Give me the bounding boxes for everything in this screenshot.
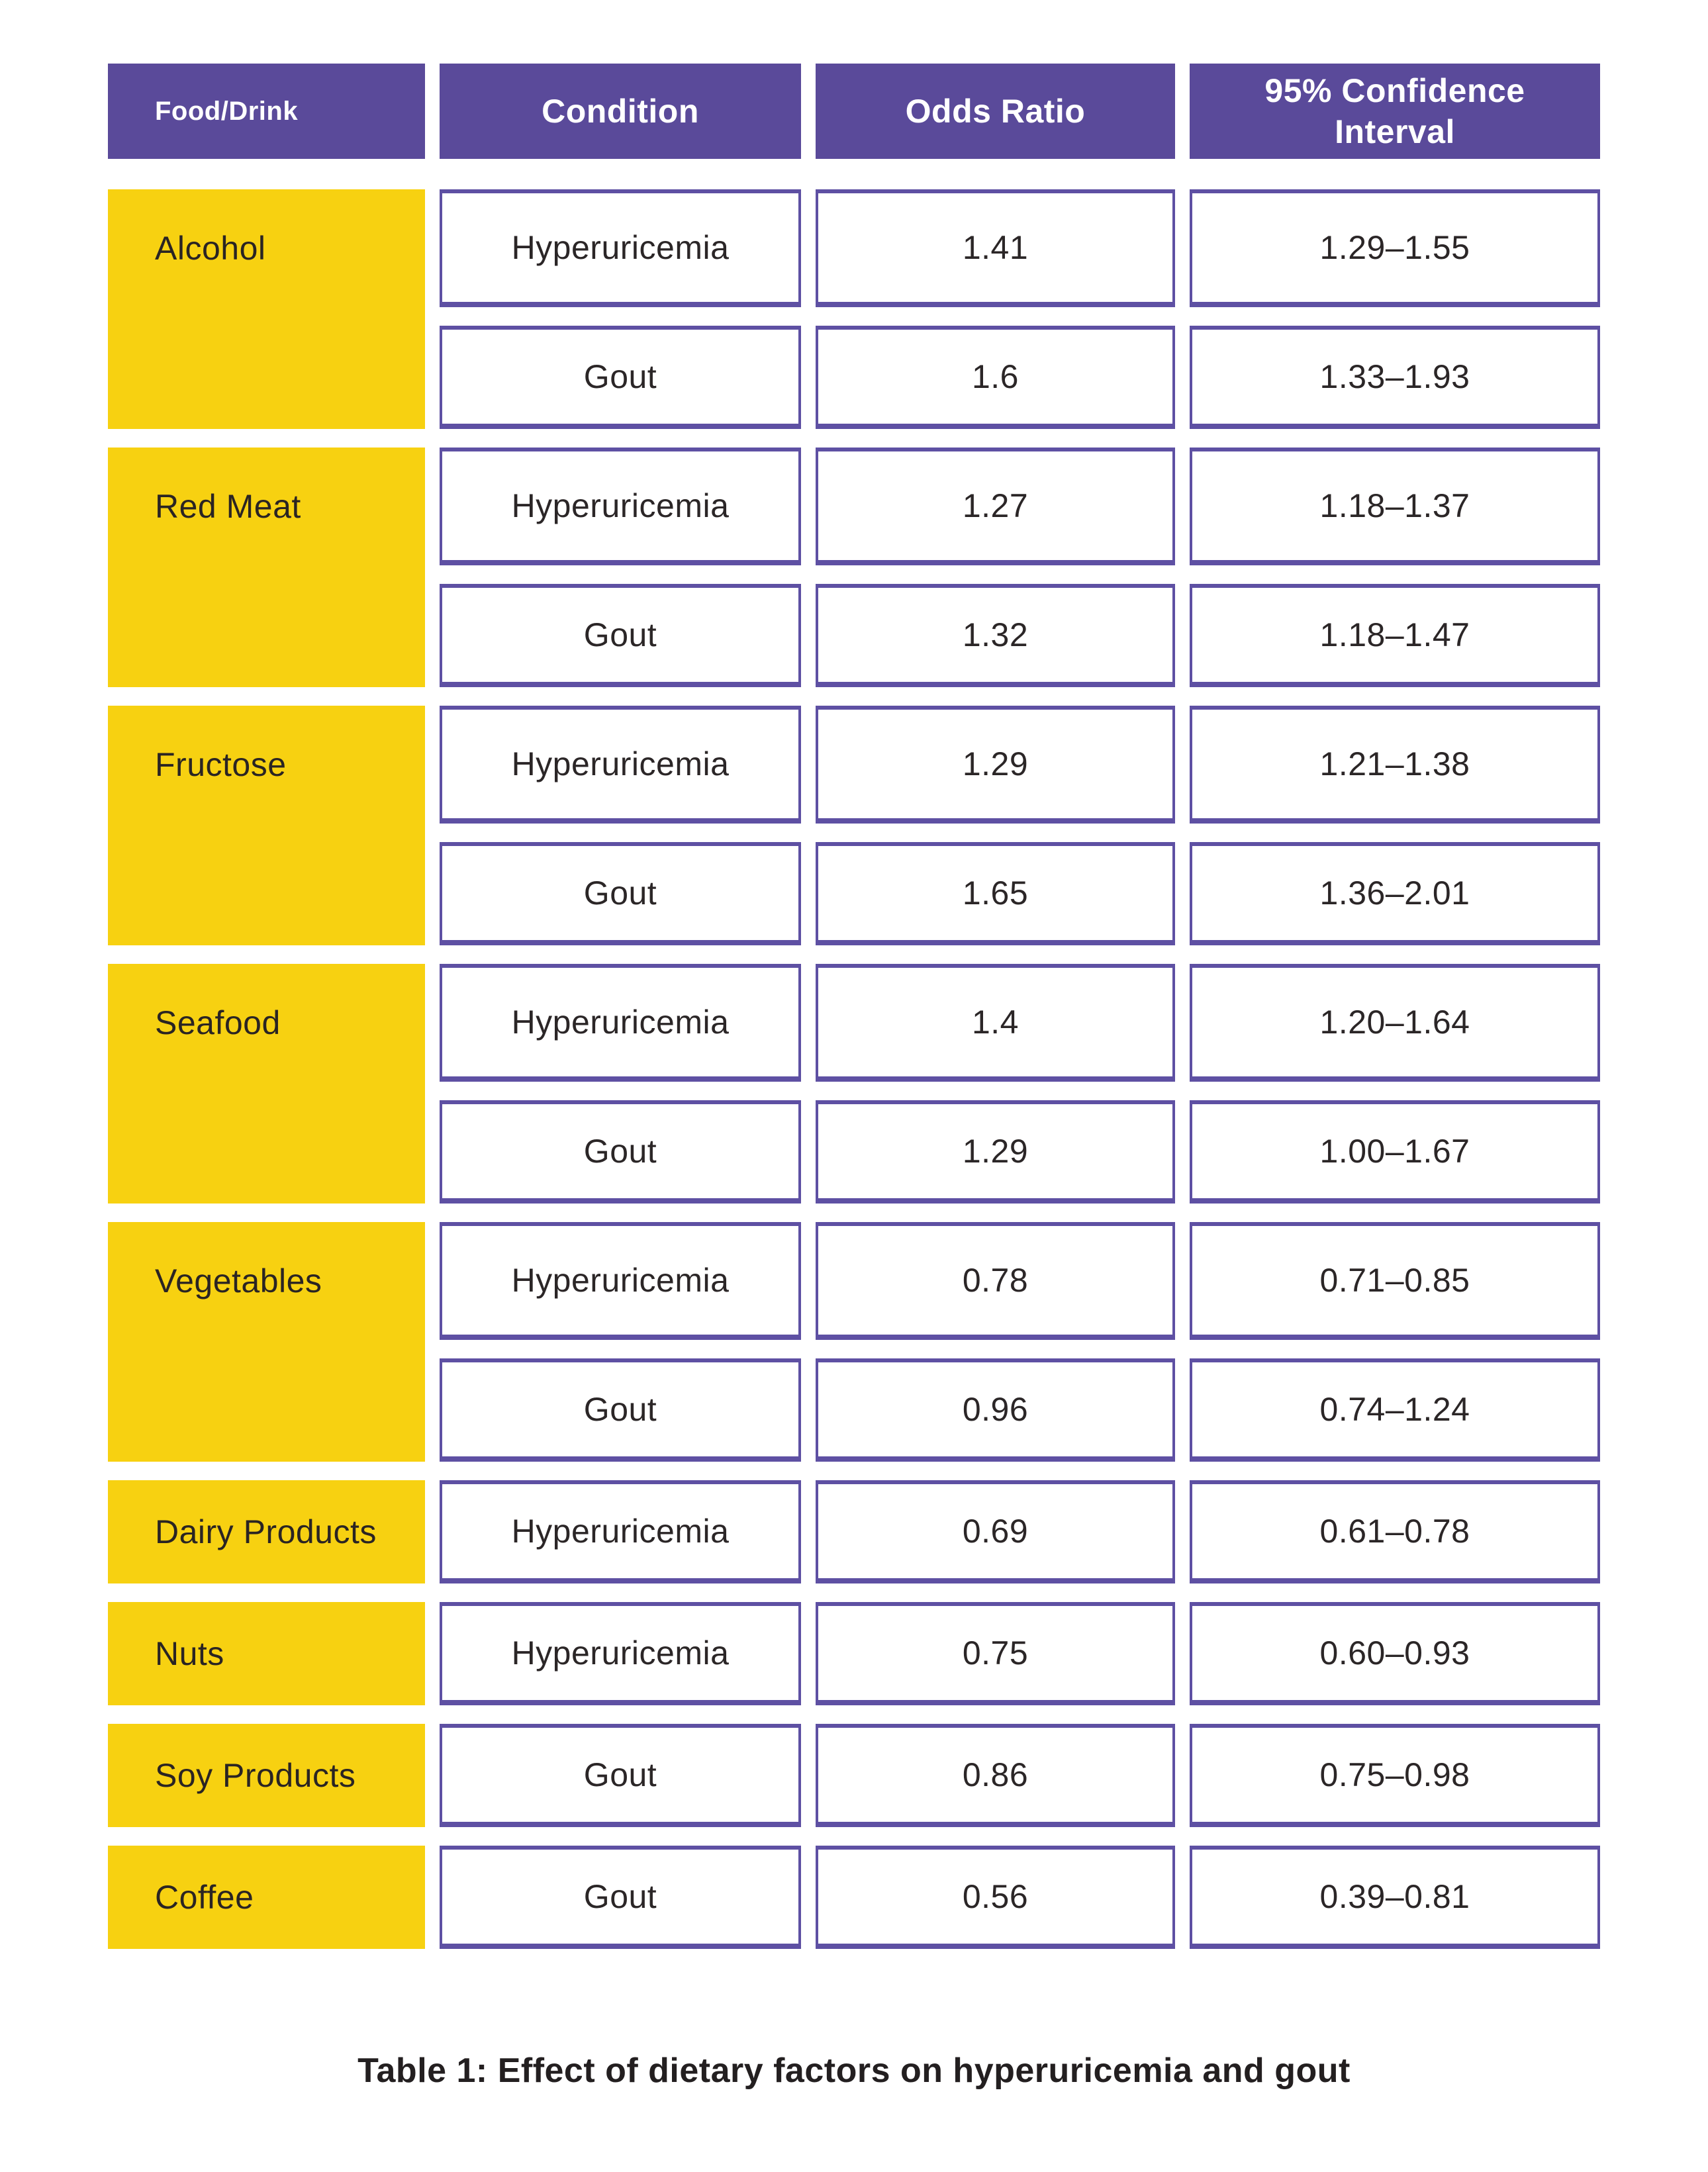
condition-cell: [440, 326, 801, 429]
ci-cell: [1190, 189, 1600, 307]
odds-ratio-cell: [816, 1724, 1175, 1827]
ci-value: 0.71–0.85: [1319, 1262, 1470, 1299]
food-cell: [108, 1602, 425, 1705]
odds-ratio-value: 1.27: [962, 487, 1029, 524]
food-label-box: [108, 1480, 425, 1583]
food-label: Vegetables: [155, 1262, 322, 1299]
condition-cell: [440, 1724, 801, 1827]
condition-cell: [440, 1480, 801, 1583]
food-label-box: [108, 1846, 425, 1949]
condition-cell: [440, 1222, 801, 1340]
odds-ratio-cell: [816, 1100, 1175, 1204]
odds-ratio-value: 1.29: [962, 1133, 1029, 1170]
ci-value: 0.39–0.81: [1319, 1878, 1470, 1915]
odds-ratio-value: 1.6: [971, 358, 1019, 395]
condition-value: Hyperuricemia: [511, 1513, 730, 1550]
header-cell-odds-ratio: [816, 64, 1175, 159]
ci-cell: [1190, 964, 1600, 1082]
header-label-odds-ratio: Odds Ratio: [905, 92, 1086, 130]
odds-ratio-value: 1.29: [962, 745, 1029, 782]
odds-ratio-cell: [816, 1602, 1175, 1705]
ci-cell: [1190, 842, 1600, 945]
condition-value: Gout: [583, 616, 657, 653]
food-label-box: [108, 706, 425, 824]
odds-ratio-value: 0.78: [962, 1262, 1029, 1299]
ci-value: 1.20–1.64: [1319, 1004, 1470, 1041]
food-cell: [108, 1222, 425, 1462]
odds-ratio-value: 1.65: [962, 874, 1029, 912]
odds-ratio-value: 1.32: [962, 616, 1029, 653]
ci-cell: [1190, 1358, 1600, 1462]
ci-cell: [1190, 448, 1600, 565]
odds-ratio-value: 0.96: [962, 1391, 1029, 1428]
table-header-row: [108, 64, 1600, 159]
condition-value: Hyperuricemia: [511, 745, 730, 782]
ci-cell: [1190, 706, 1600, 824]
odds-ratio-cell: [816, 1480, 1175, 1583]
food-label-box: [108, 1222, 425, 1340]
food-cell: [108, 1724, 425, 1827]
ci-cell: [1190, 1480, 1600, 1583]
ci-value: 1.33–1.93: [1319, 358, 1470, 395]
ci-cell: [1190, 584, 1600, 687]
condition-cell: [440, 584, 801, 687]
odds-ratio-cell: [816, 1846, 1175, 1949]
food-label: Coffee: [155, 1879, 254, 1916]
odds-ratio-cell: [816, 1222, 1175, 1340]
header-label-food-drink: Food/Drink: [155, 97, 299, 126]
odds-ratio-value: 0.86: [962, 1756, 1029, 1793]
header-label-condition: Condition: [542, 92, 699, 130]
ci-cell: [1190, 1100, 1600, 1204]
header-cell-confidence-interval: [1190, 64, 1600, 159]
odds-ratio-cell: [816, 189, 1175, 307]
ci-value: 0.74–1.24: [1319, 1391, 1470, 1428]
food-label: Seafood: [155, 1004, 281, 1041]
odds-ratio-cell: [816, 326, 1175, 429]
condition-cell: [440, 1358, 801, 1462]
odds-ratio-cell: [816, 706, 1175, 824]
condition-value: Gout: [583, 1391, 657, 1428]
ci-value: 0.61–0.78: [1319, 1513, 1470, 1550]
food-cell: [108, 189, 425, 429]
ci-value: 1.21–1.38: [1319, 745, 1470, 782]
food-label: Dairy Products: [155, 1513, 377, 1550]
condition-cell: [440, 964, 801, 1082]
odds-ratio-value: 0.69: [962, 1513, 1029, 1550]
food-cell: [108, 964, 425, 1204]
food-label: Soy Products: [155, 1757, 356, 1794]
ci-value: 0.75–0.98: [1319, 1756, 1470, 1793]
condition-cell: [440, 1100, 801, 1204]
food-label-box: [108, 189, 425, 307]
table-body-grid: [108, 189, 1600, 1949]
food-cell: [108, 448, 425, 687]
table-caption: Table 1: Effect of dietary factors on hyperuricemia and gout: [357, 2052, 1351, 2090]
header-cell-food-drink: [108, 64, 425, 159]
odds-ratio-value: 0.56: [962, 1878, 1029, 1915]
odds-ratio-cell: [816, 842, 1175, 945]
header-cell-condition: [440, 64, 801, 159]
food-cell: [108, 706, 425, 945]
food-label: Fructose: [155, 746, 287, 783]
ci-cell: [1190, 326, 1600, 429]
odds-ratio-cell: [816, 1358, 1175, 1462]
food-label: Red Meat: [155, 488, 301, 525]
food-cell: [108, 1846, 425, 1949]
condition-cell: [440, 189, 801, 307]
condition-value: Hyperuricemia: [511, 1262, 730, 1299]
condition-value: Hyperuricemia: [511, 1634, 730, 1672]
food-label-box: [108, 964, 425, 1082]
condition-cell: [440, 842, 801, 945]
food-cell: [108, 1480, 425, 1583]
condition-cell: [440, 448, 801, 565]
ci-cell: [1190, 1222, 1600, 1340]
odds-ratio-value: 1.41: [962, 229, 1029, 266]
condition-value: Gout: [583, 358, 657, 395]
food-label: Nuts: [155, 1635, 224, 1672]
odds-ratio-cell: [816, 584, 1175, 687]
condition-value: Gout: [583, 1878, 657, 1915]
food-label-box: [108, 1602, 425, 1705]
ci-value: 1.29–1.55: [1319, 229, 1470, 266]
ci-cell: [1190, 1602, 1600, 1705]
odds-ratio-value: 0.75: [962, 1634, 1029, 1672]
odds-ratio-cell: [816, 964, 1175, 1082]
odds-ratio-cell: [816, 448, 1175, 565]
ci-value: 1.00–1.67: [1319, 1133, 1470, 1170]
ci-cell: [1190, 1724, 1600, 1827]
odds-ratio-value: 1.4: [971, 1004, 1019, 1041]
condition-value: Gout: [583, 1133, 657, 1170]
condition-value: Gout: [583, 874, 657, 912]
header-label-confidence-interval: 95% Confidence Interval: [1264, 71, 1525, 150]
condition-value: Hyperuricemia: [511, 229, 730, 266]
condition-cell: [440, 706, 801, 824]
food-label-box: [108, 448, 425, 565]
condition-value: Hyperuricemia: [511, 1004, 730, 1041]
ci-value: 1.18–1.37: [1319, 487, 1470, 524]
ci-value: 0.60–0.93: [1319, 1634, 1470, 1672]
condition-cell: [440, 1602, 801, 1705]
condition-value: Hyperuricemia: [511, 487, 730, 524]
condition-value: Gout: [583, 1756, 657, 1793]
food-label-box: [108, 1724, 425, 1827]
ci-value: 1.18–1.47: [1319, 616, 1470, 653]
condition-cell: [440, 1846, 801, 1949]
ci-value: 1.36–2.01: [1319, 874, 1470, 912]
ci-cell: [1190, 1846, 1600, 1949]
food-label: Alcohol: [155, 230, 266, 267]
